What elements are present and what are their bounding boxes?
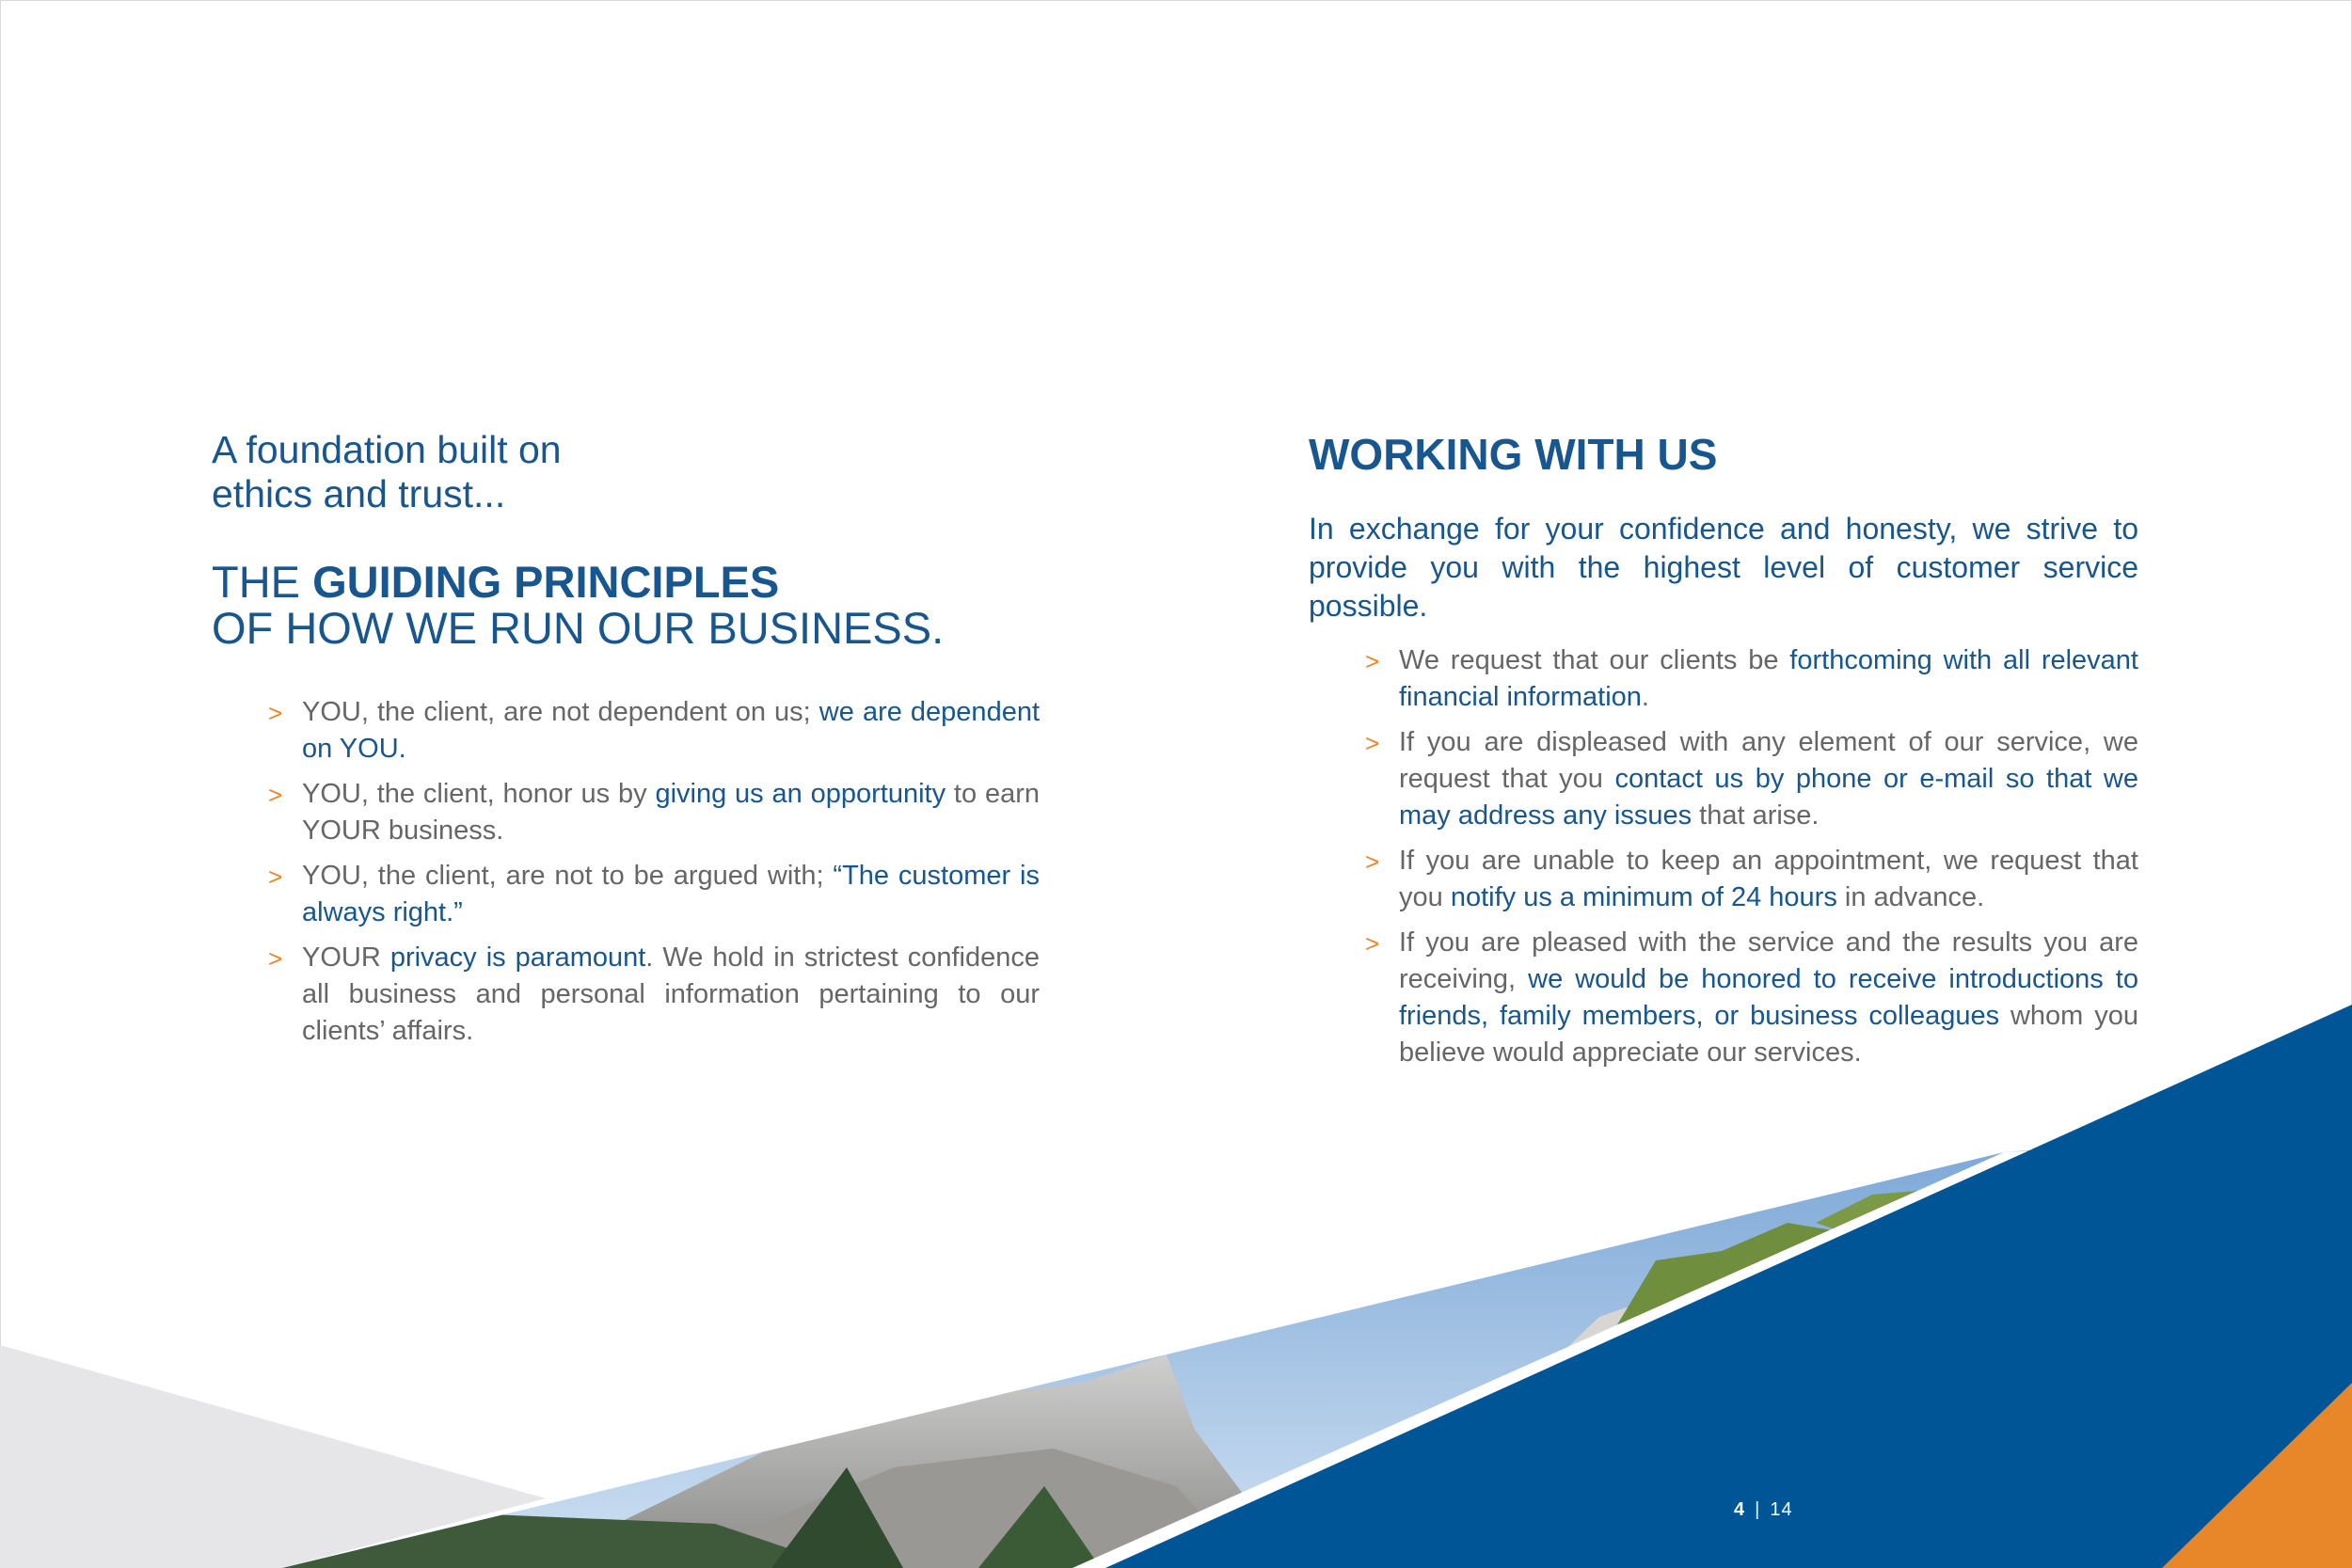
- working-text-end: that arise.: [1692, 800, 1820, 831]
- principle-highlight: privacy is paramount: [389, 942, 646, 973]
- chevron-right-icon: >: [1365, 647, 1380, 675]
- working-text-end: in advance.: [1836, 882, 1985, 912]
- working-item: [1365, 843, 2138, 916]
- chevron-right-icon: >: [268, 944, 283, 973]
- intro-line-1: A foundation built on: [212, 428, 562, 471]
- principle-item: [268, 776, 1040, 849]
- principle-text-end: . We hold in strictest confidence all business and personal information pertaining to our clients’ affairs.: [302, 942, 1040, 1046]
- principle-item: [268, 858, 1040, 931]
- working-item: [1365, 642, 2138, 716]
- principles-heading-line-2: OF HOW WE RUN OUR BUSINESS.: [212, 603, 945, 653]
- working-highlight: contact us by phone or e-mail so that we may address any issues: [1399, 764, 2139, 831]
- guiding-principles-column: [212, 428, 1040, 1058]
- principle-text: YOUR: [302, 942, 390, 973]
- page-separator: |: [1755, 1499, 1761, 1520]
- working-heading: WORKING WITH US: [1309, 430, 1718, 479]
- principle-highlight: giving us an opportunity: [655, 779, 946, 809]
- principles-heading: [212, 559, 1040, 651]
- working-with-us-column: [1309, 428, 2138, 1080]
- principle-highlight: “The customer is always right.”: [302, 861, 1040, 927]
- chevron-right-icon: >: [1365, 729, 1380, 757]
- working-text-end: .: [1641, 682, 1649, 712]
- principle-item: [268, 940, 1040, 1050]
- working-highlight: forthcoming with all relevant financial information: [1399, 645, 2138, 712]
- chevron-right-icon: >: [1365, 847, 1380, 876]
- working-lead: In exchange for your confidence and honesty, we strive to provide you with the highest level of customer service possible.: [1309, 512, 2138, 623]
- chevron-right-icon: >: [268, 781, 283, 809]
- working-highlight: we would be honored to receive introductions to friends, family members, or business colleagues: [1399, 964, 2138, 1031]
- working-list: [1365, 642, 2138, 1071]
- principle-text: YOU, the client, are not to be argued with;: [302, 861, 834, 891]
- chevron-right-icon: >: [268, 699, 283, 727]
- intro-tagline: [212, 428, 1040, 516]
- principle-text: YOU, the client, are not dependent on us;: [302, 697, 819, 727]
- working-text: If you are displeased with any element of our service, we request that you: [1399, 727, 2138, 794]
- working-text: If you are unable to keep an appointment, we request that you: [1399, 846, 2138, 912]
- working-text: We request that our clients be: [1399, 645, 1790, 675]
- working-highlight: notify us a minimum of 24 hours: [1450, 882, 1837, 912]
- page-number: [1734, 1499, 1793, 1521]
- principles-heading-strong: GUIDING PRINCIPLES: [312, 557, 780, 607]
- principles-heading-prefix: THE: [212, 557, 313, 607]
- page-current: 4: [1734, 1499, 1746, 1520]
- page-total: 14: [1770, 1499, 1793, 1520]
- working-text: If you are pleased with the service and the results you are receiving,: [1399, 927, 2138, 994]
- principle-item: [268, 694, 1040, 768]
- chevron-right-icon: >: [268, 863, 283, 891]
- working-text-end: whom you believe would appreciate our services.: [1399, 1001, 2138, 1068]
- principle-text-end: to earn YOUR business.: [302, 779, 1040, 846]
- blue-panel: [1105, 1005, 2352, 1568]
- working-item: [1365, 724, 2138, 834]
- principle-text: YOU, the client, honor us by: [302, 779, 656, 809]
- principle-highlight: we are dependent on YOU.: [302, 697, 1041, 764]
- working-item: [1365, 925, 2138, 1071]
- chevron-right-icon: >: [1365, 929, 1380, 958]
- principles-list: [268, 694, 1040, 1050]
- intro-line-2: ethics and trust...: [212, 472, 506, 515]
